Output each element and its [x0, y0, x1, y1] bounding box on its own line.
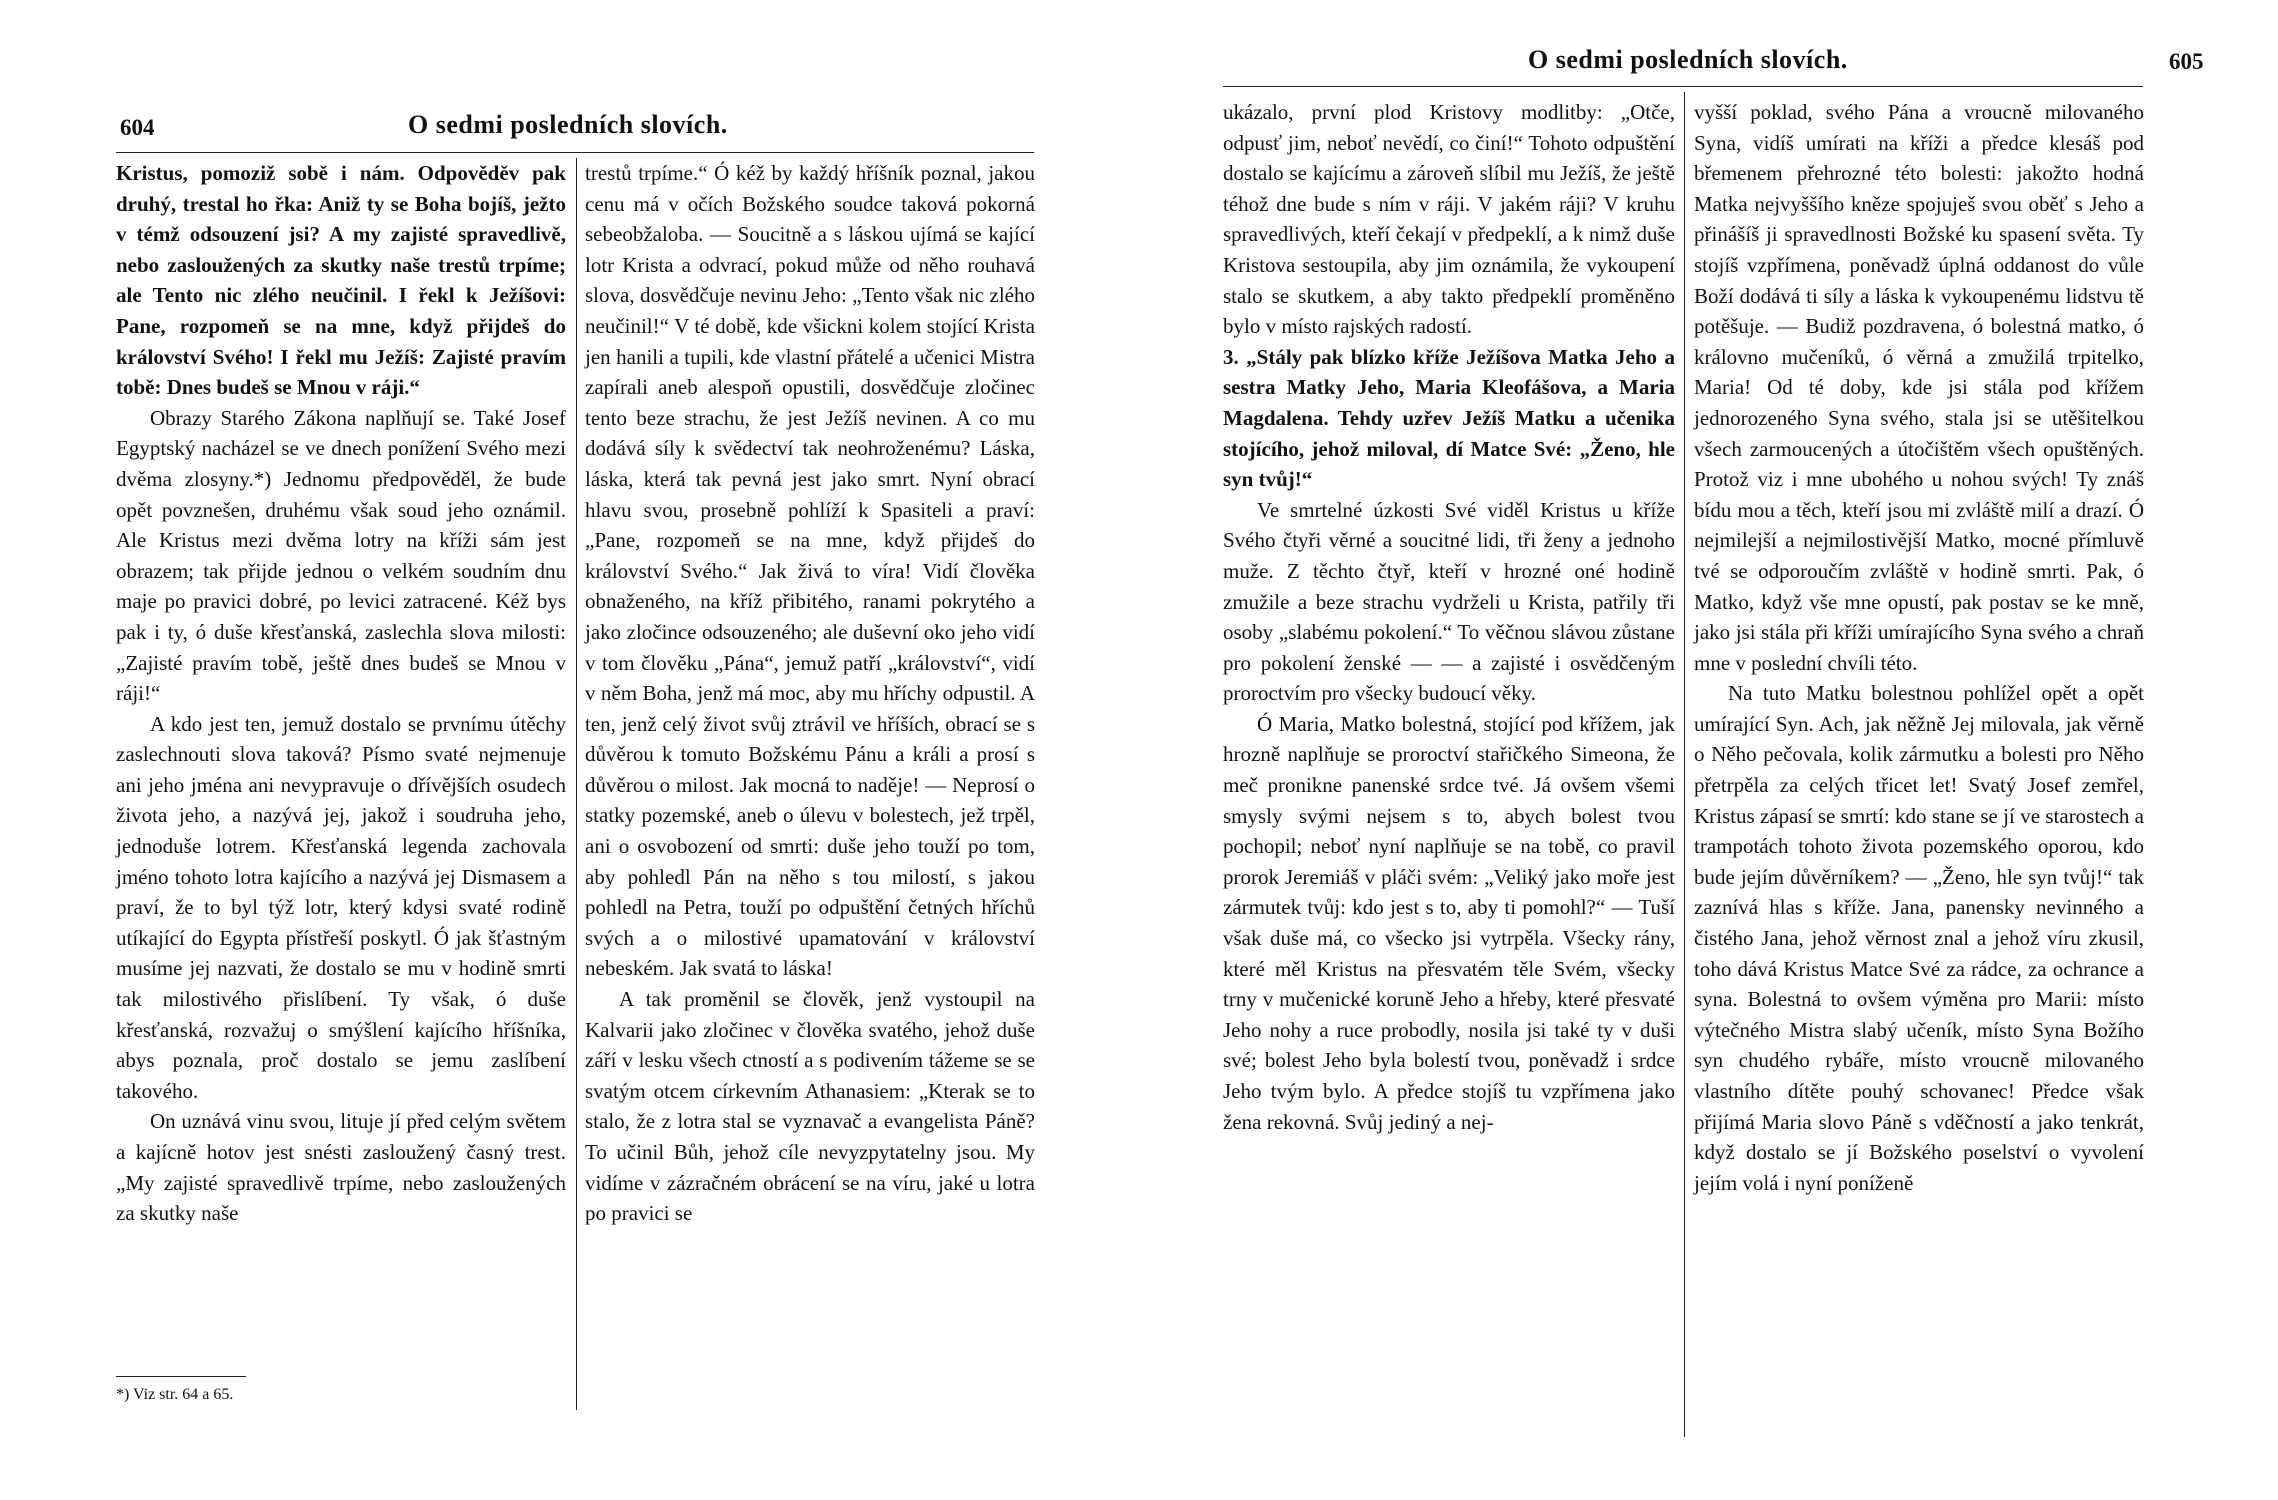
paragraph: On uznává vinu svou, lituje jí před celým světem a kajícně hotov jest snésti zasloužený časný trest. „My zajisté spravedlivě trpíme, nebo zasloužených za skutky naše [116, 1109, 566, 1226]
page-number: 605 [2169, 49, 2204, 74]
paragraph: Obrazy Starého Zákona naplňují se. Také Josef Egyptský nacházel se ve dnech ponížení Svého mezi dvěma zlosyny.*) Jednomu předpověděl, že bude opět povznešen, druhému však soud jeho oznámil. Ale Kristus mezi dvěma lotry na kříži sám jest obrazem; tak přijde jednou o velkém soudním dnu maje po pravici dobré, po levici zatracené. Kéž bys pak i ty, ó duše křesťanská, zaslechla slova milosti: „Zajisté pravím tobě, ještě dnes budeš se Mnou v ráji!“ [116, 405, 566, 706]
column-divider [576, 158, 577, 1410]
paragraph: Na tuto Matku bolestnou pohlížel opět a opět umírající Syn. Ach, jak něžně Jej milovala, jak věrně o Něho pečovala, kolik zármutku a bolesti pro Něho přetrpěla za celých třicet let! Svatý Josef zemřel, Kristus zápasí se smrtí: kdo stane se jí ve starostech a trampotách tohoto života pozemského oporou, kdo bude jejím důvěrníkem? — „Ženo, hle syn tvůj!“ tak zaznívá hlas s kříže. Jana, panensky nevinného a čistého Jana, jehož věrnost znal a jehož víru zkusil, toho dává Kristus Matce Své za rádce, za ochrance a syna. Bolestná to ovšem výměna pro Marii: místo výtečného Mistra slabý učeník, místo Syna Božího syn chudého rybáře, místo vroucně milovaného vlastního dítěte pouhý schovanec! Předce však přijímá Maria slovo Páně s vděčností a jako tenkrát, když dostalo se jí Božského poselství o vyvolení jejím volá i nyní poníženě [1694, 681, 2144, 1195]
paragraph: trestů trpíme.“ Ó kéž by každý hříšník poznal, jakou cenu má v očích Božského soudce taková pokorná sebeobžaloba. — Soucitně a s láskou ujímá se kající lotr Krista a odvrací, pokud může od něho rouhavá slova, dosvědčuje nevinu Jeho: „Tento však nic zlého neučinil!“ V té době, kde všickni kolem stojící Krista jen hanili a tupili, kde vlastní přátelé a učenici Mistra zapírali aneb alespoň opustili, dosvědčuje zločinec tento beze strachu, že jest Ježíš nevinen. A co mu dodává síly k svědectví tak neohroženému? Láska, láska, která tak pevná jest jako smrt. Nyní obrací hlavu svou, prosebně pohlíží k Spasiteli a praví: „Pane, rozpomeň se na mne, když přijdeš do království Svého.“ Jak živá to víra! Vidí člověka obnaženého, na kříž přibitého, ranami pokrytého a jako zločince odsouzeného; ale duševní oko jeho vidí v tom člověku „Pána“, jemuž patří „království“, vidí v něm Boha, jenž má moc, aby mu hříchy odpustil. A ten, jenž celý život svůj ztrávil ve hříších, obrací se s důvěrou k tomuto Božskému Pánu a králi a prosí s důvěrou o milost. Jak mocná to naděje! — Neprosí o statky pozemské, aneb o úlevu v bolestech, jež trpěl, ani o osvobození od smrti: duše jeho touží po tom, aby pohledl Pán na něho s tou milostí, s jakou pohledl na Petra, touží po odpuštění četných hříchů svých a o milostivé upamatování v království nebeském. Jak svatá to láska! [585, 161, 1035, 981]
footnote-rule [116, 1376, 246, 1377]
paragraph: Ó Maria, Matko bolestná, stojící pod křížem, jak hrozně naplňuje se proroctví stařičkého Simeona, že meč pronikne panenské srdce tvé. Já ovšem všemi smysly svými nejsem s to, abych bolest tvou pochopil; neboť nyní naplňuje se na tobě, co pravil prorok Jeremiáš v pláči svém: „Veliký jako moře jest zármutek tvůj: kdo jest s to, aby ti pomohl?“ — Tuší však duše má, co všecko jsi vytrpěla. Všecky rány, které měl Kristus na přesvatém těle Svém, všecky trny v mučenické koruně Jeho a hřeby, které přesvaté Jeho nohy a ruce probodly, nosila jsi také ty v duši své; bolest Jeho byla bolestí tvou, poněvadž i srdce Jeho tvým bylo. A předce stojíš tu vzpřímena jako žena rekovná. Svůj jediný a nej- [1223, 711, 1675, 1134]
page-number: 604 [120, 115, 155, 140]
text-column-left [1223, 97, 1675, 1137]
running-title: O sedmi posledních slovích. [408, 110, 728, 139]
paragraph: A tak proměnil se člověk, jenž vystoupil na Kalvarii jako zločinec v člověka svatého, jehož duše září v lesku všech ctností a s podivením tážeme se se svatým otcem církevním Athanasiem: „Kterak se to stalo, že z lotra stal se vyznavač a evangelista Páně? To učinil Bůh, jehož cíle nevyzpytatelny jsou. My vidíme v zázračném obrácení se na víru, jaké u lotra po pravici se [585, 987, 1035, 1226]
text-column-right [1694, 97, 2144, 1198]
scripture-quote: Kristus, pomoziž sobě i nám. Odpověděv pak druhý, trestal ho řka: Aniž ty se Boha bojíš, ježto v témž odsouzení jsi? A my zajisté spravedlivě, nebo zasloužených za skutky naše trestů trpíme; ale Tento nic zlého neučinil. I řekl k Ježíšovi: Pane, rozpomeň se na mne, když přijdeš do království Svého! I řekl mu Ježíš: Zajisté pravím tobě: Dnes budeš se Mnou v ráji.“ [116, 161, 566, 400]
footnote-area [116, 1378, 566, 1406]
paragraph: vyšší poklad, svého Pána a vroucně milovaného Syna, vidíš umírati na kříži a předce klesáš pod břemenem přehrozné této bolesti: jakožto hodná Matka nejvyššího kněze spojuješ svou oběť s Jeho a přinášíš ji spravedlnosti Božské ku spasení světa. Ty stojíš vzpřímena, poněvadž úplná oddanost do vůle Boží dodává ti síly a láska k vykoupenému lidstvu tě potěšuje. — Budiž pozdravena, ó bolestná matko, ó královno mučeníků, ó věrná a zmužilá trpitelko, Maria! Od té doby, kde jsi stála pod křížem jednorozeného Syna svého, stala jsi se utěšitelkou všech zarmoucených a útočištěm všech opuštěných. Protož viz i mne ubohého u nohou svých! Ty znáš bídu mou a těch, kteří jsou mi zvláště milí a drazí. Ó nejmilejší a nejmilostivější Matko, mocné přímluvě tvé se odporoučím zvláště v hodině smrti. Pak, ó Matko, když vše mne opustí, pak postav se ke mně, jako jsi stála při kříži umírajícího Syna svého a chraň mne v poslední chvíli této. [1694, 100, 2144, 675]
paragraph: ukázalo, první plod Kristovy modlitby: „Otče, odpusť jim, neboť nevědí, co činí!“ Tohoto odpuštění dostalo se kajícímu a zároveň slíbil mu Ježíš, že ještě téhož dne bude s ním v ráji. V jakém ráji? V kruhu spravedlivých, kteří čekají v předpeklí, a k nimž duše Kristova sestoupila, aby jim oznámila, že vykoupení stalo se skutkem, a aby takto předpeklí proměněno bylo v místo rajských radostí. [1223, 100, 1675, 339]
right-page [1139, 0, 2278, 1500]
header-rule [1223, 86, 2143, 87]
running-title: O sedmi posledních slovích. [1528, 45, 1848, 74]
scripture-quote: 3. „Stály pak blízko kříže Ježíšova Matka Jeho a sestra Matky Jeho, Maria Kleofášova, a Maria Magdalena. Tehdy uzřev Ježíš Matku a učenika stojícího, jehož miloval, dí Matce Své: „Ženo, hle syn tvůj!“ [1223, 344, 1675, 492]
paragraph: Ve smrtelné úzkosti Své viděl Kristus u kříže Svého čtyři věrné a soucitné lidi, tři ženy a jednoho muže. Z těchto čtyř, kteří v hrozné oné hodině zmužile a beze strachu vydrželi u Krista, patřily tři osoby „slabému pokolení.“ To věčnou slávou zůstane pro pokolení ženské — — a zajisté i osvědčeným proroctvím pro všecky budoucí věky. [1223, 497, 1675, 706]
column-divider [1684, 92, 1685, 1437]
footnote: *) Viz str. 64 a 65. [116, 1386, 234, 1403]
paragraph: A kdo jest ten, jemuž dostalo se prvnímu útěchy zaslechnouti slova taková? Písmo svaté nejmenuje ani jeho jména ani nevypravuje o dřívějších osudech života jeho, a nazývá jej, jakož i soudruha jeho, jednoduše lotrem. Křesťanská legenda zachovala jméno tohoto lotra kajícího a nazývá jej Dismasem a praví, že to byl týž lotr, který kdysi svaté rodině utíkající do Egypta přístřeší poskytl. Ó jak šťastným musíme jej nazvati, že dostalo se mu v hodině smrti tak milostivého přislíbení. Ty však, ó duše křesťanská, rozvažuj o smýšlení kajícího hříšníka, abys poznala, proč dostalo se jemu zaslíbení takového. [116, 711, 566, 1103]
text-column-right [585, 158, 1035, 1229]
header-rule [116, 152, 1034, 153]
text-column-left [116, 158, 566, 1229]
